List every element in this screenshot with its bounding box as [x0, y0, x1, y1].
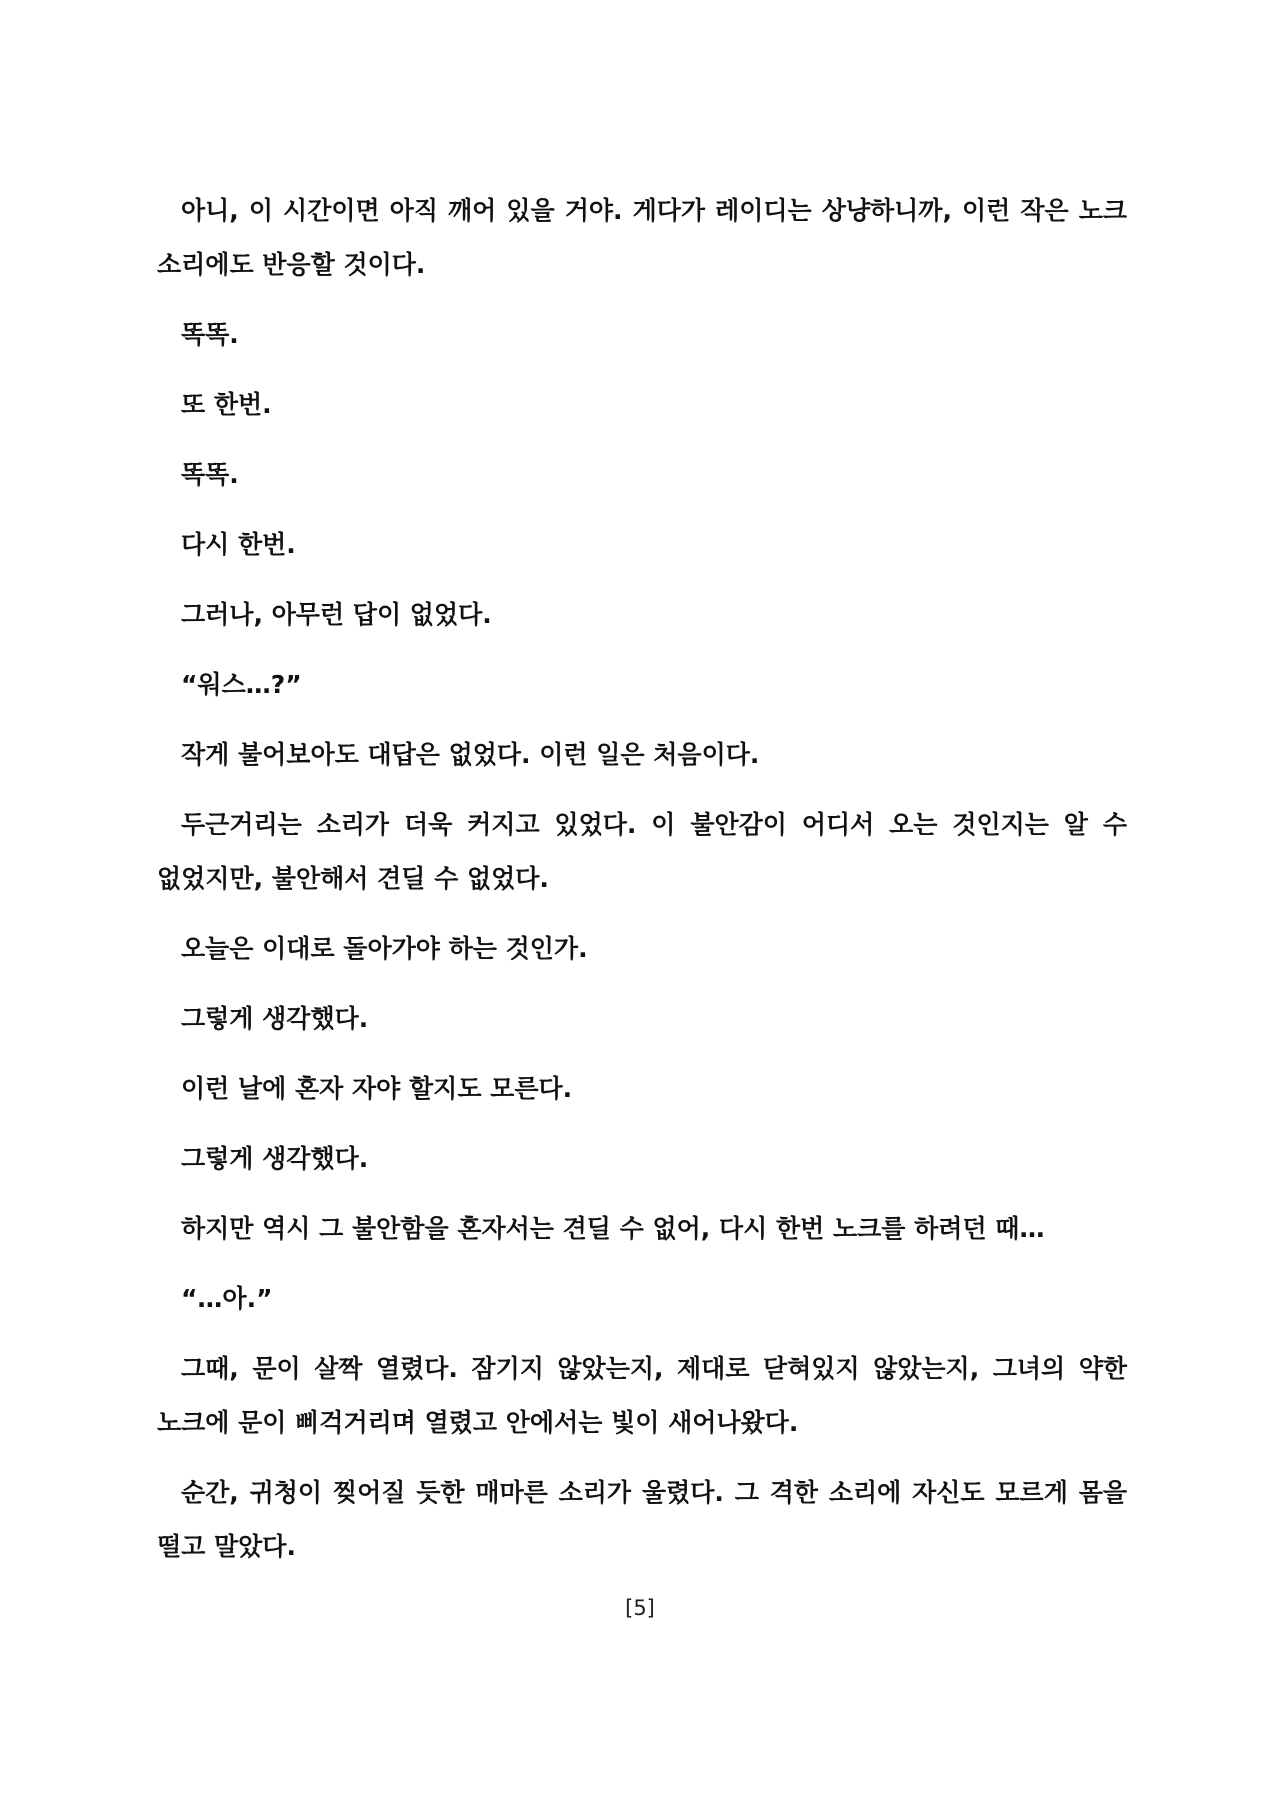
paragraph: 그러나, 아무런 답이 없었다. — [181, 600, 492, 629]
paragraph: 이런 날에 혼자 자야 할지도 모른다. — [181, 1074, 573, 1103]
paragraph: “…아.” — [181, 1284, 273, 1313]
text-body — [157, 184, 1127, 1590]
paragraph: 오늘은 이대로 돌아가야 하는 것인가. — [181, 934, 588, 963]
paragraph: 똑똑. — [181, 320, 239, 349]
paragraph: 하지만 역시 그 불안함을 혼자서는 견딜 수 없어, 다시 한번 노크를 하려던 때… — [181, 1214, 1045, 1243]
paragraph: 순간, 귀청이 찢어질 듯한 매마른 소리가 울렸다. 그 격한 소리에 자신도 모르게 몸을 떨고 말았다. — [157, 1478, 1127, 1561]
paragraph: 다시 한번. — [181, 530, 296, 559]
paragraph: 두근거리는 소리가 더욱 커지고 있었다. 이 불안감이 어디서 오는 것인지는 알 수 없었지만, 불안해서 견딜 수 없었다. — [157, 810, 1127, 893]
paragraph: 그때, 문이 살짝 열렸다. 잠기지 않았는지, 제대로 닫혀있지 않았는지, 그녀의 약한 노크에 문이 삐걱거리며 열렸고 안에서는 빛이 새어나왔다. — [157, 1354, 1127, 1437]
paragraph: 또 한번. — [181, 390, 272, 419]
paragraph: 그렇게 생각했다. — [181, 1004, 369, 1033]
paragraph: “워스…?” — [181, 670, 302, 699]
paragraph: 작게 불어보아도 대답은 없었다. 이런 일은 처음이다. — [181, 740, 760, 769]
paragraph: 똑똑. — [181, 460, 239, 489]
paragraph: 아니, 이 시간이면 아직 깨어 있을 거야. 게다가 레이디는 상냥하니까, 이런 작은 노크 소리에도 반응할 것이다. — [157, 196, 1127, 279]
paragraph: 그렇게 생각했다. — [181, 1144, 369, 1173]
page-number: [5] — [625, 1596, 655, 1620]
